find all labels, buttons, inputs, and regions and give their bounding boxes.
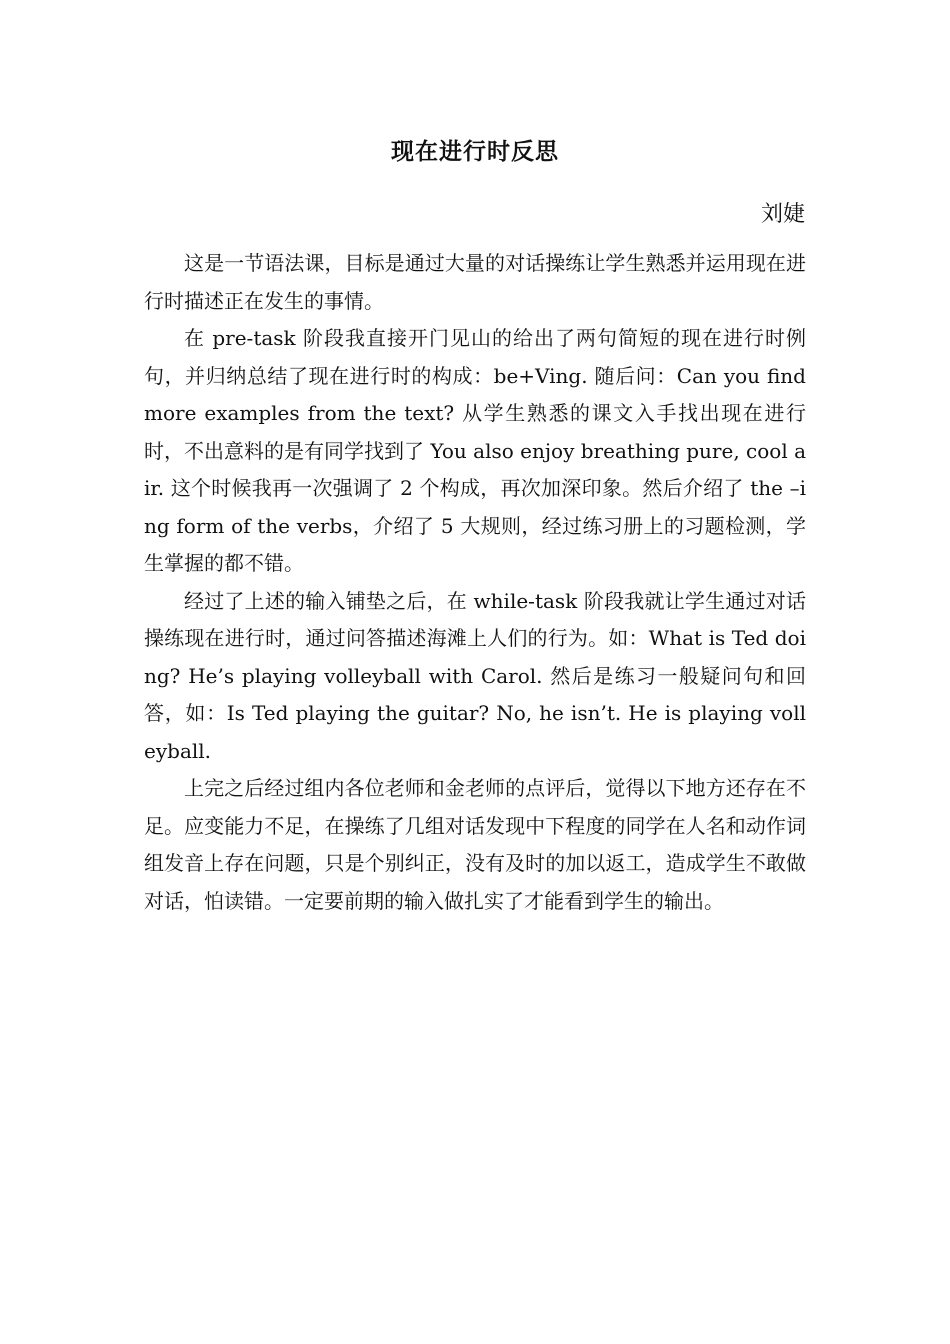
paragraph-intro: 这是一节语法课，目标是通过大量的对话操练让学生熟悉并运用现在进行时描述正在发生的事情。 [144, 251, 806, 313]
document-author: 刘婕 [760, 202, 805, 227]
paragraph-pre-task: 在 pre-task 阶段我直接开门见山的给出了两句简短的现在进行时例句，并归纳总结了现在进行时的构成：be+Ving. 随后问：Can you find more examples from the text? 从学生熟悉的课文入手找出现在进行时，不出意料的是有同学找到了 You also enjoy breathing pure, cool air. 这个时候我再一次强调了 2 个构成，再次加深印象。然后介绍了 the –ing form of the verbs，介绍了 5 大规则，经过练习册上的习题检测，学生掌握的都不错。 [144, 326, 806, 575]
paragraph-while-task: 经过了上述的输入铺垫之后，在 while-task 阶段我就让学生通过对话操练现在进行时，通过问答描述海滩上人们的行为。如：What is Ted doing? He’s playing volleyball with Carol. 然后是练习一般疑问句和回答，如：Is Ted playing the guitar? No, he isn’t. He is playing volleyball. [144, 588, 806, 763]
paragraph-reflection: 上完之后经过组内各位老师和金老师的点评后，觉得以下地方还存在不足。应变能力不足，在操练了几组对话发现中下程度的同学在人名和动作词组发音上存在问题，只是个别纠正，没有及时的加以返工，造成学生不敢做对话，怕读错。一定要前期的输入做扎实了才能看到学生的输出。 [144, 776, 806, 913]
document-body [144, 245, 806, 920]
document-title: 现在进行时反思 [391, 138, 559, 165]
